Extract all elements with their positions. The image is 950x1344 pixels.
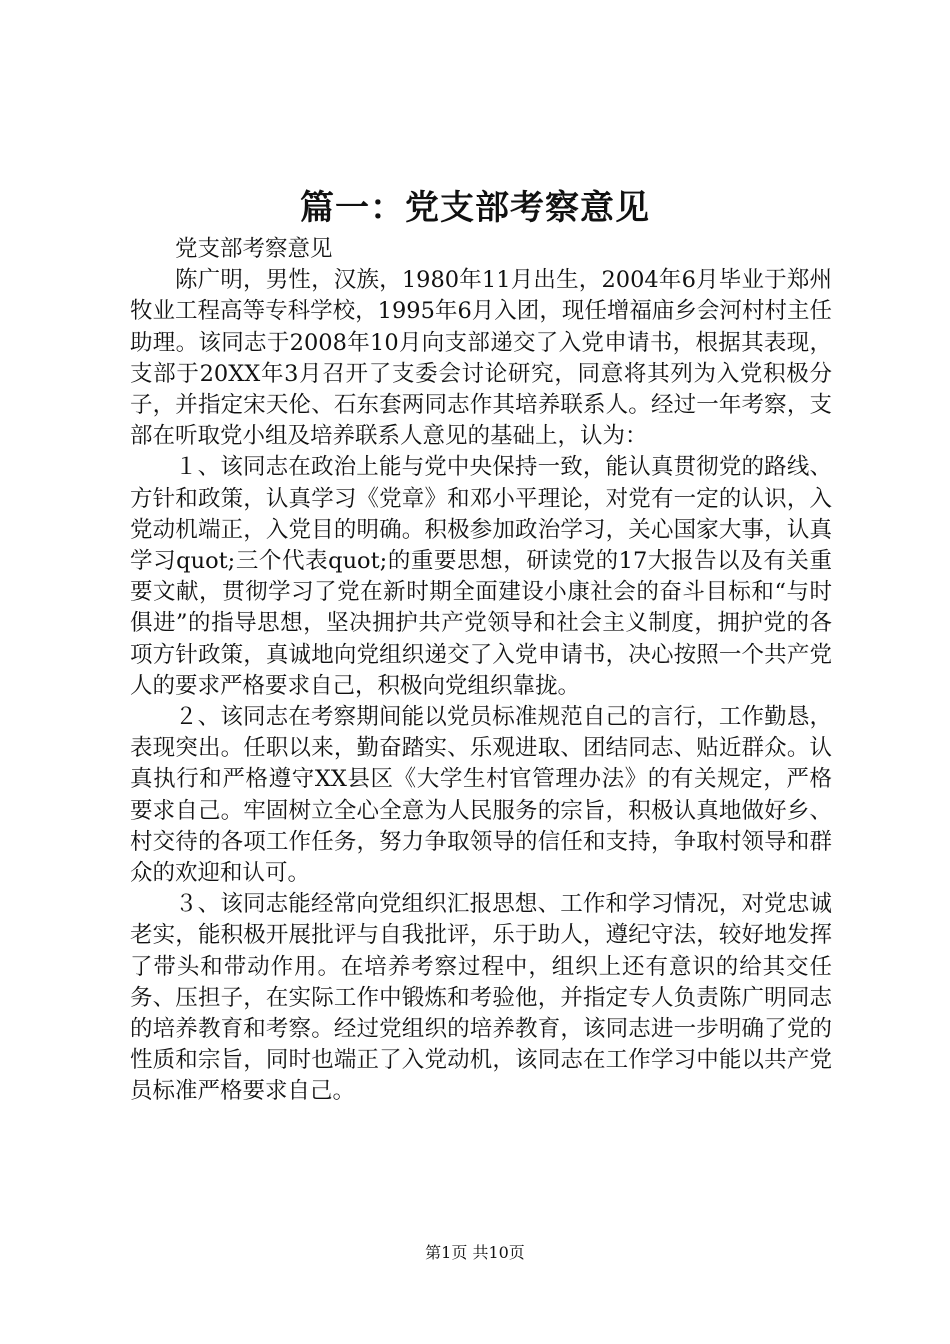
page-footer: 第1页 共10页	[425, 1243, 525, 1262]
document-body	[130, 234, 832, 1108]
paragraph-point-2: ２、该同志在考察期间能以党员标准规范自己的言行，工作勤恳，表现突出。任职以来，勤奋踏实、乐观进取、团结同志、贴近群众。认真执行和严格遵守XX县区《大学生村官管理办法》的有关规定，严格要求自己。牢固树立全心全意为人民服务的宗旨，积极认真地做好乡、村交待的各项工作任务，努力争取领导的信任和支持，争取村领导和群众的欢迎和认可。	[130, 704, 832, 887]
paragraph-point-1: １、该同志在政治上能与党中央保持一致，能认真贯彻党的路线、方针和政策，认真学习《党章》和邓小平理论，对党有一定的认识，入党动机端正，入党目的明确。积极参加政治学习，关心国家大事，认真学习quot;三个代表quot;的重要思想，研读党的17大报告以及有关重要文献，贯彻学习了党在新时期全面建设小康社会的奋斗目标和“与时俱进”的指导思想，坚决拥护共产党领导和社会主义制度，拥护党的各项方针政策，真诚地向党组织递交了入党申请书，决心按照一个共产党人的要求严格要求自己，积极向党组织靠拢。	[130, 454, 832, 699]
paragraph-point-3: ３、该同志能经常向党组织汇报思想、工作和学习情况，对党忠诚老实，能积极开展批评与自我批评，乐于助人，遵纪守法，较好地发挥了带头和带动作用。在培养考察过程中，组织上还有意识的给其交任务、压担子，在实际工作中锻炼和考验他，并指定专人负责陈广明同志的培养教育和考察。经过党组织的培养教育，该同志进一步明确了党的性质和宗旨，同时也端正了入党动机，该同志在工作学习中能以共产党员标准严格要求自己。	[130, 891, 832, 1105]
paragraph-intro: 陈广明，男性，汉族，1980年11月出生，2004年6月毕业于郑州牧业工程高等专科学校，1995年6月入团，现任增福庙乡会河村村主任助理。该同志于2008年10月向支部递交了入党申请书，根据其表现，支部于20XX年3月召开了支委会讨论研究，同意将其列为入党积极分子，并指定宋天伦、石东套两同志作其培养联系人。经过一年考察，支部在听取党小组及培养联系人意见的基础上，认为：	[130, 267, 832, 450]
document-title: 篇一：党支部考察意见	[300, 188, 650, 228]
paragraph-subtitle: 党支部考察意见	[175, 236, 333, 262]
